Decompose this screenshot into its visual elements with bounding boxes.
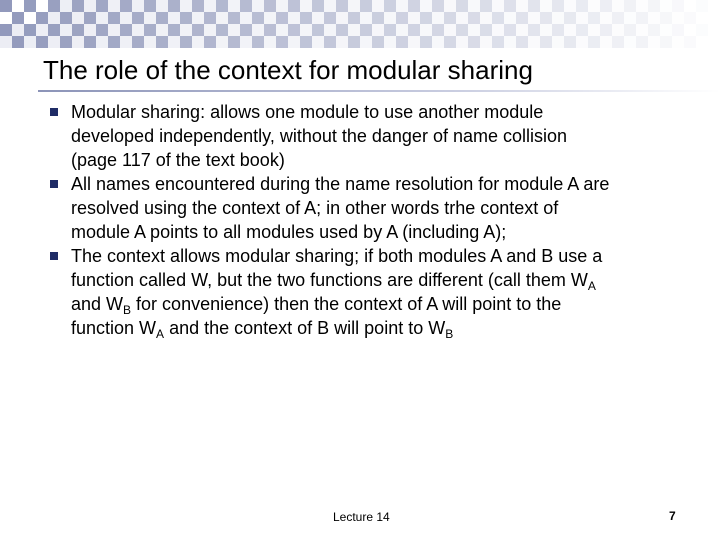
checker-square: [648, 0, 660, 12]
checker-square: [624, 0, 636, 12]
checker-square: [348, 0, 360, 12]
checker-square: [156, 24, 168, 36]
checker-square: [264, 12, 276, 24]
checker-square: [516, 0, 528, 12]
checker-square: [336, 36, 348, 48]
checker-square: [144, 0, 156, 12]
checker-square: [504, 12, 516, 24]
checker-square: [144, 12, 156, 24]
checker-square: [420, 0, 432, 12]
checker-square: [228, 36, 240, 48]
checker-square: [564, 12, 576, 24]
checker-square: [336, 12, 348, 24]
checker-square: [516, 24, 528, 36]
checker-square: [672, 0, 684, 12]
checker-square: [216, 0, 228, 12]
checker-square: [120, 36, 132, 48]
checker-square: [504, 24, 516, 36]
page-number: 7: [669, 509, 676, 523]
checker-square: [252, 24, 264, 36]
checker-square: [228, 24, 240, 36]
checker-square: [360, 24, 372, 36]
checker-square: [528, 24, 540, 36]
bullet-list: [50, 100, 710, 340]
checker-square: [612, 36, 624, 48]
checker-square: [300, 36, 312, 48]
checker-square: [132, 36, 144, 48]
checker-square: [324, 36, 336, 48]
checker-square: [348, 12, 360, 24]
text-segment: and W: [71, 294, 124, 314]
checker-square: [84, 0, 96, 12]
checker-square: [180, 24, 192, 36]
checker-square: [180, 36, 192, 48]
checker-square: [48, 0, 60, 12]
checker-square: [396, 24, 408, 36]
checker-square: [180, 12, 192, 24]
checker-square: [300, 0, 312, 12]
checker-square: [384, 0, 396, 12]
checker-square: [216, 36, 228, 48]
checker-square: [588, 24, 600, 36]
checker-square: [72, 0, 84, 12]
text-segment: and the context of B will point to W: [164, 318, 446, 338]
checker-square: [336, 0, 348, 12]
checker-square: [372, 24, 384, 36]
checker-square: [24, 24, 36, 36]
checker-square: [444, 12, 456, 24]
checker-square: [48, 12, 60, 24]
checker-square: [168, 24, 180, 36]
checker-square: [396, 0, 408, 12]
checkered-header-decoration: [0, 0, 720, 48]
checker-square: [600, 36, 612, 48]
checker-square: [156, 12, 168, 24]
checker-square: [408, 24, 420, 36]
checker-square: [648, 36, 660, 48]
checker-square: [408, 12, 420, 24]
checker-square: [288, 24, 300, 36]
checker-square: [60, 0, 72, 12]
checker-square: [384, 12, 396, 24]
checker-square: [552, 36, 564, 48]
checker-square: [660, 12, 672, 24]
slide-title: The role of the context for modular sharing: [43, 55, 533, 85]
checker-square: [516, 12, 528, 24]
checker-square: [588, 0, 600, 12]
checker-square: [324, 24, 336, 36]
checker-square: [624, 12, 636, 24]
checker-square: [204, 12, 216, 24]
checker-square: [504, 36, 516, 48]
checker-square: [636, 12, 648, 24]
checker-square: [240, 36, 252, 48]
text-segment: for convenience) then the context of A will point to the function W: [71, 294, 562, 338]
checker-square: [660, 24, 672, 36]
checker-square: [552, 24, 564, 36]
title-divider-line: [38, 90, 720, 92]
checker-square: [384, 24, 396, 36]
checker-square: [432, 12, 444, 24]
checker-square: [612, 24, 624, 36]
checker-square: [492, 0, 504, 12]
checker-square: [156, 36, 168, 48]
checker-square: [96, 0, 108, 12]
checker-square: [168, 0, 180, 12]
checker-square: [408, 0, 420, 12]
square-bullet-icon: [50, 252, 58, 260]
checker-square: [300, 12, 312, 24]
checker-square: [660, 36, 672, 48]
checker-square: [72, 36, 84, 48]
checker-square: [468, 36, 480, 48]
checker-square: [60, 24, 72, 36]
checker-square: [696, 0, 708, 12]
checker-square: [564, 36, 576, 48]
checker-square: [204, 24, 216, 36]
checker-square: [552, 12, 564, 24]
checker-square: [216, 12, 228, 24]
subscript: A: [587, 279, 596, 293]
checker-square: [624, 36, 636, 48]
checker-square: [432, 24, 444, 36]
checker-square: [540, 36, 552, 48]
checker-square: [0, 36, 12, 48]
checker-square: [324, 0, 336, 12]
checker-square: [636, 24, 648, 36]
checker-square: [168, 36, 180, 48]
checker-square: [276, 36, 288, 48]
bullet-text: All names encountered during the name resolution for module A are resolved using the context of A; in other words trhe context of module A points to all modules used by A (including A);: [71, 174, 610, 242]
checker-square: [360, 0, 372, 12]
checker-square: [204, 36, 216, 48]
checker-square: [36, 12, 48, 24]
bullet-text: [71, 246, 603, 341]
checker-square: [120, 0, 132, 12]
checker-square: [312, 0, 324, 12]
checker-square: [504, 0, 516, 12]
checker-square: [420, 12, 432, 24]
checker-square: [108, 12, 120, 24]
checker-square: [552, 0, 564, 12]
checker-square: [492, 36, 504, 48]
checker-square: [444, 36, 456, 48]
checker-square: [24, 0, 36, 12]
checker-square: [588, 36, 600, 48]
checker-square: [0, 0, 12, 12]
checker-square: [36, 24, 48, 36]
checker-square: [684, 36, 696, 48]
checker-square: [96, 12, 108, 24]
checker-square: [540, 12, 552, 24]
checker-square: [420, 36, 432, 48]
checker-square: [192, 0, 204, 12]
checker-square: [432, 0, 444, 12]
checker-square: [12, 12, 24, 24]
subscript: A: [156, 327, 165, 341]
checker-square: [216, 24, 228, 36]
checker-square: [264, 0, 276, 12]
checker-square: [348, 24, 360, 36]
checker-square: [600, 0, 612, 12]
checker-square: [288, 0, 300, 12]
checker-square: [192, 36, 204, 48]
checker-square: [576, 36, 588, 48]
checker-square: [144, 24, 156, 36]
checker-square: [228, 0, 240, 12]
checker-square: [480, 12, 492, 24]
checker-square: [648, 12, 660, 24]
checker-square: [576, 12, 588, 24]
checker-square: [228, 12, 240, 24]
checker-square: [312, 36, 324, 48]
checker-square: [264, 24, 276, 36]
checker-square: [300, 24, 312, 36]
checker-square: [240, 12, 252, 24]
checker-square: [456, 24, 468, 36]
checker-square: [696, 24, 708, 36]
bullet-item: [50, 172, 710, 244]
checker-square: [156, 0, 168, 12]
checker-square: [636, 36, 648, 48]
checker-square: [72, 12, 84, 24]
checker-square: [96, 36, 108, 48]
checker-square: [528, 12, 540, 24]
checker-square: [636, 0, 648, 12]
checker-square: [264, 36, 276, 48]
checker-square: [612, 12, 624, 24]
checker-square: [660, 0, 672, 12]
checker-square: [612, 0, 624, 12]
checker-square: [540, 24, 552, 36]
checker-square: [408, 36, 420, 48]
checker-square: [600, 12, 612, 24]
checker-square: [180, 0, 192, 12]
checker-square: [468, 12, 480, 24]
checker-square: [456, 12, 468, 24]
checker-square: [540, 0, 552, 12]
checker-square: [276, 0, 288, 12]
checker-square: [372, 0, 384, 12]
checker-square: [132, 12, 144, 24]
checker-square: [120, 24, 132, 36]
checker-square: [348, 36, 360, 48]
checker-square: [396, 12, 408, 24]
checker-square: [84, 36, 96, 48]
checker-square: [444, 24, 456, 36]
checker-square: [468, 0, 480, 12]
checker-square: [192, 24, 204, 36]
checker-square: [312, 24, 324, 36]
checker-square: [312, 12, 324, 24]
checker-square: [84, 12, 96, 24]
checker-square: [252, 12, 264, 24]
checker-square: [252, 0, 264, 12]
checker-square: [132, 24, 144, 36]
checker-square: [468, 24, 480, 36]
checker-square: [36, 36, 48, 48]
checker-square: [492, 12, 504, 24]
checker-square: [672, 12, 684, 24]
bullet-item: [50, 244, 710, 340]
checker-square: [84, 24, 96, 36]
checker-square: [396, 36, 408, 48]
checker-square: [576, 0, 588, 12]
checker-square: [372, 12, 384, 24]
checker-square: [96, 24, 108, 36]
checker-square: [240, 24, 252, 36]
checker-square: [60, 12, 72, 24]
checker-square: [420, 24, 432, 36]
checker-square: [144, 36, 156, 48]
checker-square: [0, 24, 12, 36]
checker-square: [48, 36, 60, 48]
checker-square: [480, 24, 492, 36]
text-segment: The context allows modular sharing; if both modules A and B use a function called W, but the two functions are different (call them W: [71, 246, 603, 290]
checker-square: [240, 0, 252, 12]
checker-square: [492, 24, 504, 36]
square-bullet-icon: [50, 108, 58, 116]
checker-square: [276, 24, 288, 36]
checker-square: [276, 12, 288, 24]
checker-square: [648, 24, 660, 36]
checker-square: [384, 36, 396, 48]
checker-square: [192, 12, 204, 24]
checker-square: [456, 36, 468, 48]
checker-square: [108, 36, 120, 48]
checker-square: [480, 0, 492, 12]
checker-square: [204, 0, 216, 12]
checker-square: [288, 36, 300, 48]
checker-square: [108, 24, 120, 36]
checker-square: [12, 24, 24, 36]
checker-square: [60, 36, 72, 48]
checker-square: [324, 12, 336, 24]
checker-square: [684, 12, 696, 24]
checker-square: [24, 36, 36, 48]
subscript: B: [445, 327, 454, 341]
footer-lecture-label: Lecture 14: [333, 510, 390, 524]
square-bullet-icon: [50, 180, 58, 188]
checker-square: [624, 24, 636, 36]
subscript: B: [123, 303, 132, 317]
checker-square: [132, 0, 144, 12]
bullet-text: Modular sharing: allows one module to use another module developed independently, without the danger of name collision (page 117 of the text book): [71, 102, 568, 170]
checker-square: [516, 36, 528, 48]
checker-square: [576, 24, 588, 36]
checker-square: [12, 36, 24, 48]
checker-square: [564, 24, 576, 36]
checker-square: [672, 24, 684, 36]
checker-square: [72, 24, 84, 36]
bullet-item: [50, 100, 710, 172]
checker-square: [528, 0, 540, 12]
checker-square: [672, 36, 684, 48]
checker-square: [372, 36, 384, 48]
checker-square: [336, 24, 348, 36]
checker-square: [564, 0, 576, 12]
checker-square: [360, 12, 372, 24]
checker-square: [600, 24, 612, 36]
checker-square: [588, 12, 600, 24]
checker-square: [528, 36, 540, 48]
checker-square: [120, 12, 132, 24]
checker-square: [168, 12, 180, 24]
checker-square: [432, 36, 444, 48]
checker-square: [480, 36, 492, 48]
checker-square: [360, 36, 372, 48]
checker-square: [444, 0, 456, 12]
checker-square: [108, 0, 120, 12]
checker-square: [456, 0, 468, 12]
checker-square: [288, 12, 300, 24]
checker-square: [48, 24, 60, 36]
checker-square: [252, 36, 264, 48]
